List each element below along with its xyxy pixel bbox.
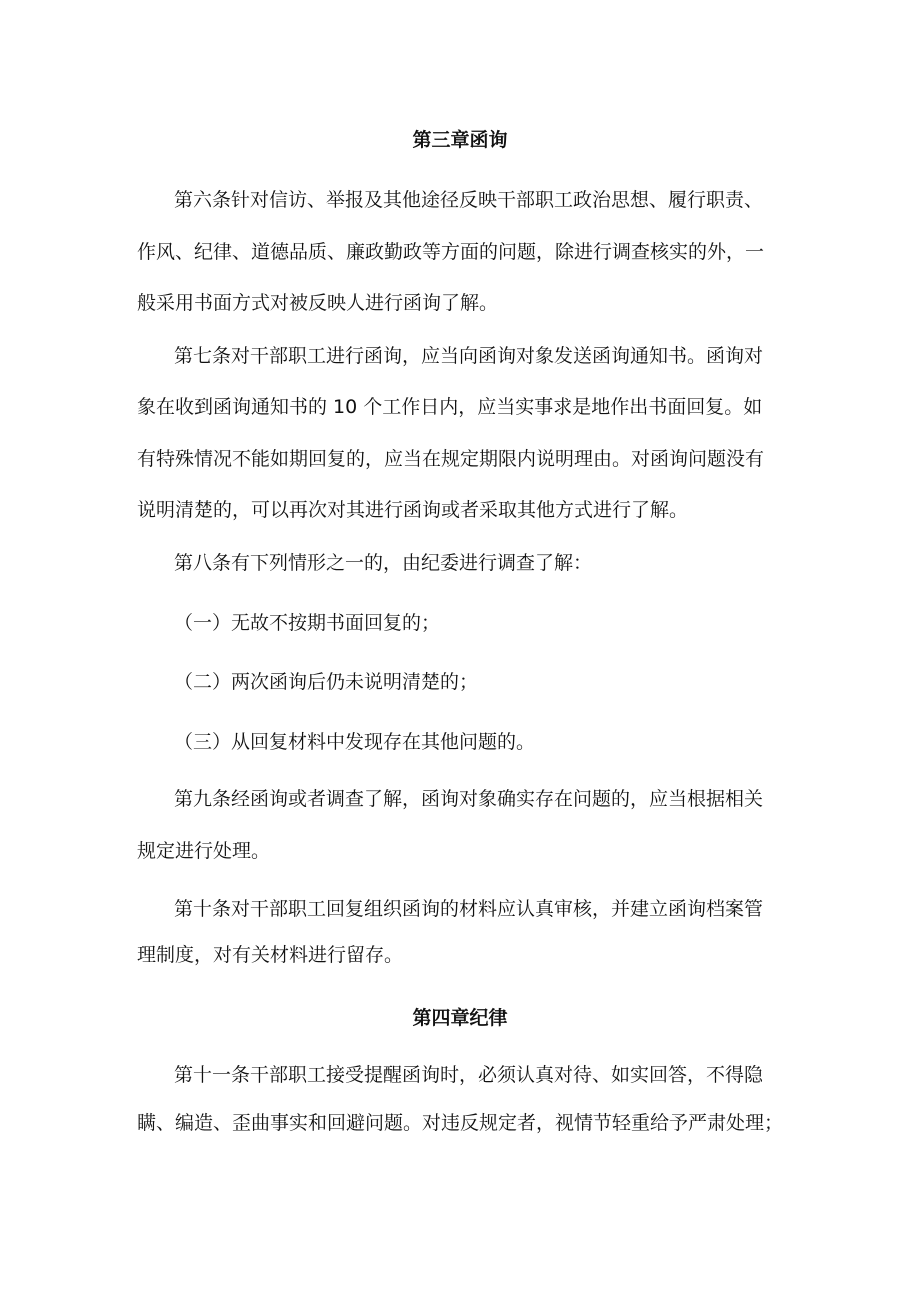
article-10-line-2: 理制度，对有关材料进行留存。 (137, 944, 404, 966)
article-6-line-2: 作风、纪律、道德品质、廉政勤政等方面的问题，除进行调查核实的外，一 (137, 241, 765, 263)
article-7-line-4: 说明清楚的，可以再次对其进行函询或者采取其他方式进行了解。 (137, 499, 689, 521)
article-6-line-1: 第六条针对信访、举报及其他途径反映干部职工政治思想、履行职责、 (174, 189, 764, 211)
article-7-line-1: 第七条对干部职工进行函询，应当向函询对象发送函询通知书。函询对 (174, 345, 764, 367)
article-8-item-2: （二）两次函询后仍未说明清楚的； (174, 671, 479, 693)
chapter-3-heading: 第三章函询 (412, 129, 508, 151)
article-7-line-2: 象在收到函询通知书的 10 个工作日内，应当实事求是地作出书面回复。如 (137, 396, 763, 418)
article-7-line-3: 有特殊情况不能如期回复的，应当在规定期限内说明理由。对函询问题没有 (137, 448, 765, 470)
article-8-line-1: 第八条有下列情形之一的，由纪委进行调查了解： (174, 552, 593, 574)
article-6-line-3: 般采用书面方式对被反映人进行函询了解。 (137, 292, 499, 314)
article-10-line-1: 第十条对干部职工回复组织函询的材料应认真审核，并建立函询档案管 (174, 898, 764, 920)
article-9-line-2: 规定进行处理。 (137, 840, 271, 862)
article-11-line-2: 瞒、编造、歪曲事实和回避问题。对违反规定者，视情节轻重给予严肃处理； (137, 1112, 784, 1134)
article-11-line-1: 第十一条干部职工接受提醒函询时，必须认真对待、如实回答，不得隐 (174, 1064, 764, 1086)
article-8-item-1: （一）无故不按期书面回复的； (174, 612, 441, 634)
article-9-line-1: 第九条经函询或者调查了解，函询对象确实存在问题的，应当根据相关 (174, 788, 764, 810)
article-8-item-3: （三）从回复材料中发现存在其他问题的。 (174, 731, 536, 753)
chapter-4-heading: 第四章纪律 (412, 1007, 508, 1029)
